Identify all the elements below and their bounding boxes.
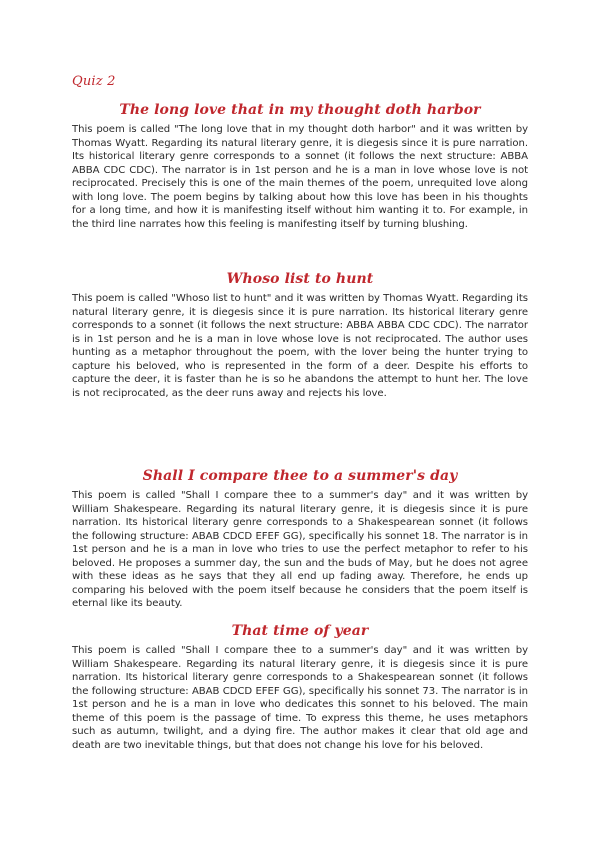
section-paragraph: This poem is called "Shall I compare thee to a summer's day" and it was written by William Shakespeare. Regarding its natural literary genre, it is diegesis since it is pure narration. Its historical literary genre corresponds to a Shakespearean sonnet (it follows the following structure: ABAB CDCD EFEF GG), specifically his sonnet 73. The narrator is in 1st person and he is a man in love who dedicates this sonnet to his beloved. The main theme of this poem is the passage of time. To express this theme, he uses metaphors such as autumn, twilight, and a dying fire. The author makes it clear that old age and death are two inevitable things, but that does not change his love for his beloved. [72, 645, 528, 751]
quiz-label: Quiz 2 [72, 74, 116, 89]
section-paragraph: This poem is called "Shall I compare thee to a summer's day" and it was written by William Shakespeare. Regarding its natural literary genre, it is diegesis since it is pure narration. Its historical literary genre corresponds to a Shakespearean sonnet (it follows the following structure: ABAB CDCD EFEF GG), specifically his sonnet 18. The narrator is in 1st person and he is a man in love who tries to use the perfect metaphor to refer to his beloved. He proposes a summer day, the sun and the buds of May, but he does not agree with these ideas as he says that they all end up fading away. Therefore, he ends up comparing his beloved with the poem itself because he considers that the poem itself is eternal like its beauty. [72, 490, 528, 609]
poem-section-long-love [72, 101, 528, 231]
poem-section-whoso-list [72, 270, 528, 400]
section-paragraph: This poem is called "Whoso list to hunt" and it was written by Thomas Wyatt. Regarding its natural literary genre, it is diegesis since it is pure narration. Its historical literary genre corresponds to a sonnet (it follows the next structure: ABBA ABBA CDC CDC). The narrator is in 1st person and he is a man in love whose love is not reciprocated. The author uses hunting as a metaphor throughout the poem, with the lover being the hunter trying to capture his beloved, who is represented in the form of a deer. Despite his efforts to capture the deer, it is faster than he is so he abandons the attempt to hunt her. The love is not reciprocated, as the deer runs away and rejects his love. [72, 293, 528, 399]
section-title: That time of year [231, 623, 369, 639]
section-paragraph: This poem is called "The long love that in my thought doth harbor" and it was written by Thomas Wyatt. Regarding its natural literary genre, it is diegesis since it is pure narration. Its historical literary genre corresponds to a sonnet (it follows the next structure: ABBA ABBA CDC CDC). The narrator is in 1st person and he is a man in love whose love is not reciprocated. Precisely this is one of the main themes of the poem, unrequited love along with long love. The poem begins by talking about how this love has been in his thoughts for a long time, and how it is manifesting itself without him wanting it to. For example, in the third line narrates how this feeling is manifesting itself by turning blushing. [72, 124, 528, 230]
poem-section-summers-day [72, 467, 528, 611]
section-title: Whoso list to hunt [226, 271, 374, 287]
section-title: The long love that in my thought doth harbor [119, 102, 481, 118]
poem-section-time-of-year [72, 622, 528, 752]
section-title: Shall I compare thee to a summer's day [142, 468, 458, 484]
